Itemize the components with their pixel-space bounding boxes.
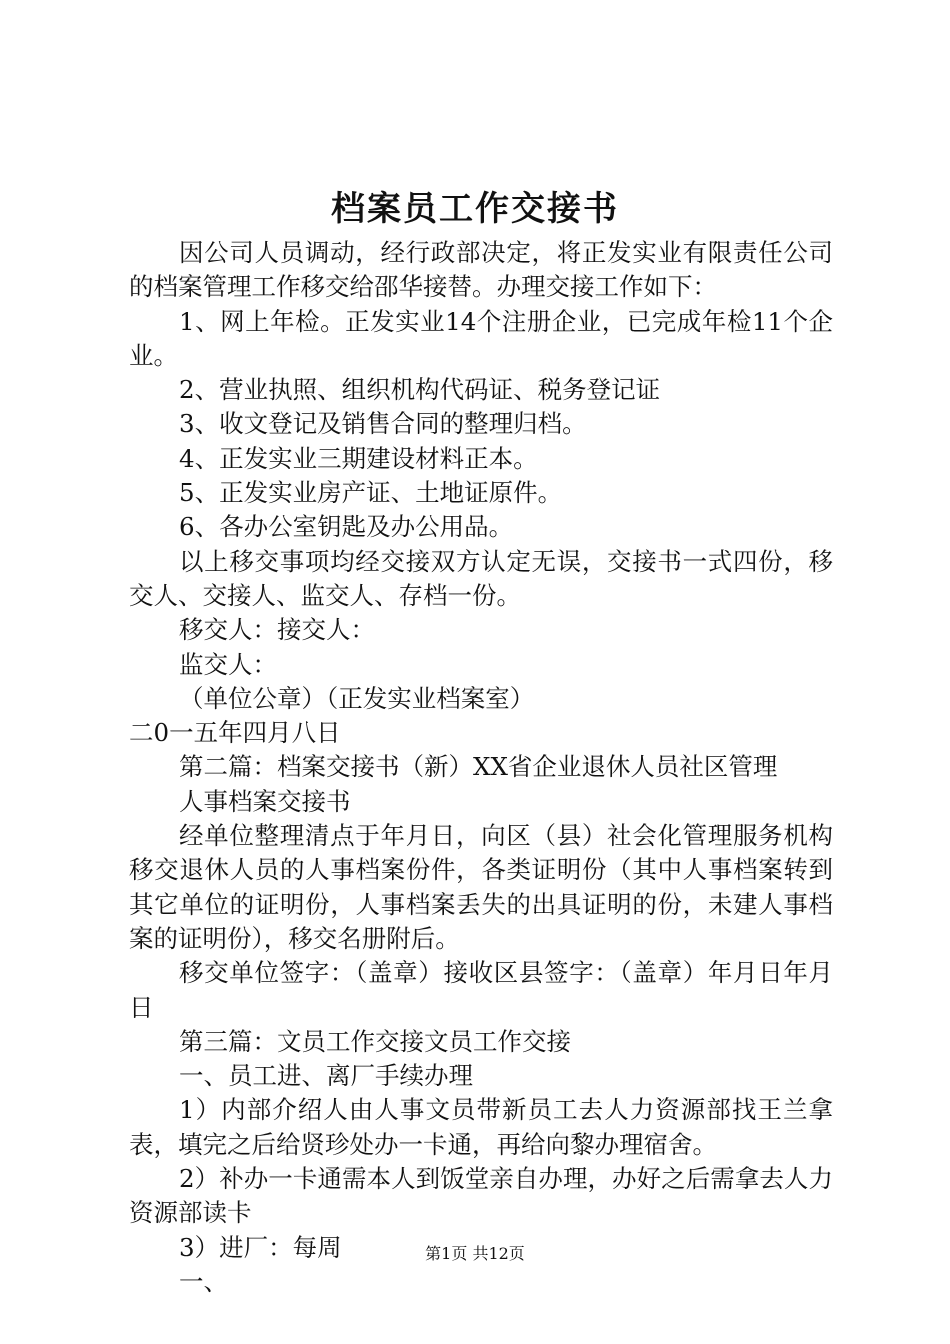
paragraph: 第三篇：文员工作交接文员工作交接 [179,1026,571,1056]
paragraph: 3、收文登记及销售合同的整理归档。 [179,409,587,439]
paragraph: 2、营业执照、组织机构代码证、税务登记证 [179,375,661,405]
paragraph: 以上移交事项均经交接双方认定无误，交接书一式四份，移交人、交接人、监交人、存档一份。 [129,546,833,610]
paragraph: 5、正发实业房产证、土地证原件。 [179,478,563,508]
paragraph: 二0一五年四月八日 [129,718,341,748]
paragraph: 一、员工进、离厂手续办理 [179,1061,473,1091]
paragraph: 监交人： [179,649,277,679]
paragraph: 3）进厂：每周 [179,1232,342,1262]
page-number: 第1页 共12页 [425,1244,525,1263]
paragraph: 移交人：接交人： [179,615,375,645]
paragraph: 一、 [179,1266,228,1296]
paragraph: 因公司人员调动，经行政部决定，将正发实业有限责任公司的档案管理工作移交给邵华接替。办理交接工作如下： [129,238,833,302]
paragraph: 移交单位签字：（盖章）接收区县签字：（盖章）年月日年月日 [129,958,833,1022]
paragraph: 人事档案交接书 [179,786,351,816]
paragraph: 4、正发实业三期建设材料正本。 [179,443,538,473]
paragraph: 6、各办公室钥匙及办公用品。 [179,512,514,542]
paragraph: 1、网上年检。正发实业14个注册企业，已完成年检11个企业。 [129,306,833,370]
document-body [129,236,833,1299]
paragraph: （单位公章）（正发实业档案室） [179,683,535,713]
paragraph: 1）内部介绍人由人事文员带新员工去人力资源部找王兰拿表，填完之后给贤珍处办一卡通，再给向黎办理宿舍。 [129,1095,833,1159]
document-title: 档案员工作交接书 [331,189,619,229]
paragraph: 第二篇：档案交接书（新）XX省企业退休人员社区管理 [179,752,778,782]
paragraph: 2）补办一卡通需本人到饭堂亲自办理，办好之后需拿去人力资源部读卡 [129,1164,833,1228]
paragraph: 经单位整理清点于年月日，向区（县）社会化管理服务机构移交退休人员的人事档案份件，各类证明份（其中人事档案转到其它单位的证明份，人事档案丢失的出具证明的份，未建人事档案的证明份），移交名册附后。 [129,821,833,953]
